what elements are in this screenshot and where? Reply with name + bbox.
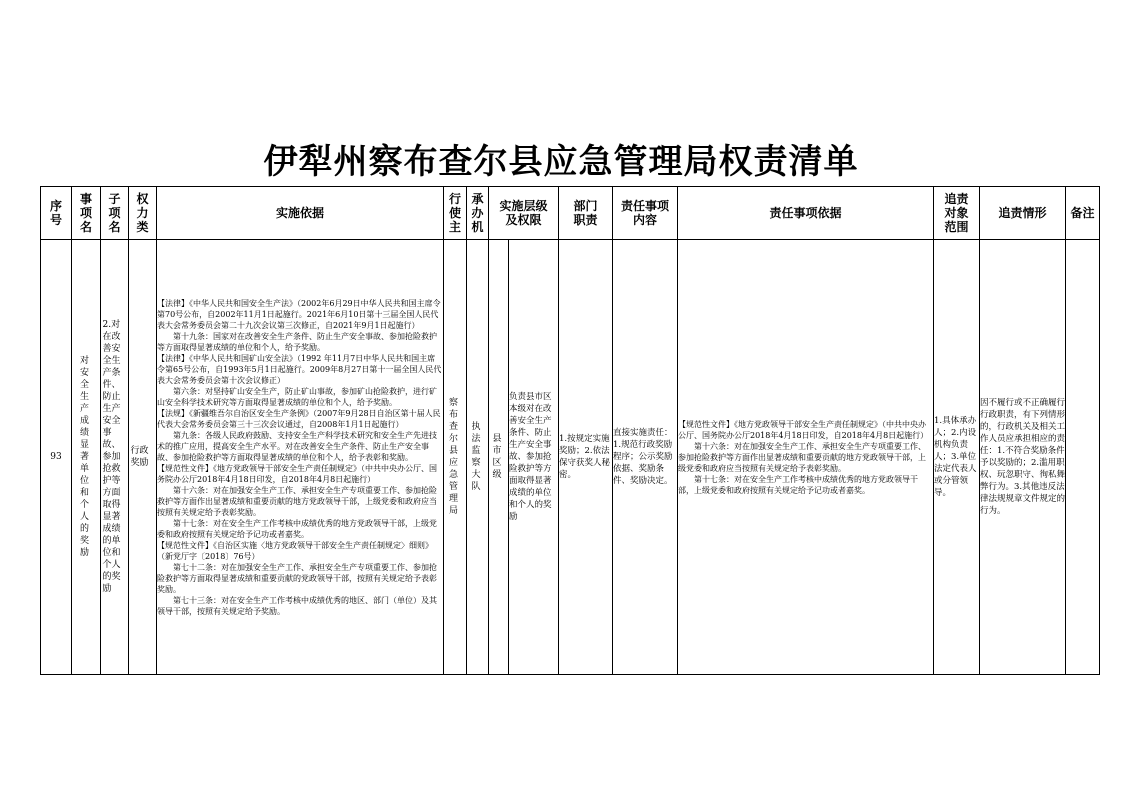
header-row <box>41 187 1100 240</box>
row-subject: 察布查尔县应急管理局 <box>444 240 467 675</box>
basis-para: 【法律】《中华人民共和国矿山安全法》（1992 年11月7日中华人民共和国主席令第65号公布，自1993年5月1日起施行。2009年8月27日第十一届全国人民代表大会常务委员会第十次会议修正） <box>157 353 442 385</box>
header-level: 实施层级及权限 <box>489 187 559 240</box>
basis-para: 【规范性文件】《自治区实施〈地方党政领导干部安全生产责任制规定〉细则》（新党厅字〔2018〕76号） <box>157 540 433 561</box>
row-level-code: 县市区级 <box>489 240 509 675</box>
header-power-type: 权力类 <box>129 187 157 240</box>
row-seq: 93 <box>41 240 72 675</box>
header-accountability-case: 追责情形 <box>980 187 1066 240</box>
basis-para: 【法律】《中华人民共和国安全生产法》（2002年6月29日中华人民共和国主席令第70号公布，自2002年11月1日起施行。2021年6月10日第十三届全国人民代表大会常务委员会第二十九次会议第三次修正，自2021年9月1日起施行） <box>157 298 441 330</box>
row-basis <box>157 240 444 675</box>
row-item-name: 对安全生产成绩显著单位和个人的奖励 <box>72 240 101 675</box>
basis-para: 第十九条：国家对在改善安全生产条件、防止生产安全事故、参加抢险救护等方面取得显著成绩的单位和个人，给予奖励。 <box>157 331 437 352</box>
header-accountability-scope: 追责对象范围 <box>934 187 980 240</box>
table-row <box>41 240 1100 675</box>
header-item-name: 事项名 <box>72 187 101 240</box>
basis-para: 第十七条：对在安全生产工作考核中成绩优秀的地方党政领导干部，上级党委和政府按照有关规定给予记功或者嘉奖。 <box>157 518 437 539</box>
row-accountability-scope: 1.具体承办人；2.内设机构负责人；3.单位法定代表人或分管领导。 <box>934 240 980 675</box>
header-remark: 备注 <box>1066 187 1100 240</box>
header-resp-content: 责任事项内容 <box>613 187 678 240</box>
row-power-type: 行政奖励 <box>129 240 157 675</box>
header-subject: 行使主 <box>444 187 467 240</box>
row-accountability-case: 因不履行或不正确履行行政职责，有下列情形的，行政机关及相关工作人员应承担相应的责任：1.不符合奖励条件予以奖励的；2.滥用职权、玩忽职守、徇私舞弊行为。3.其他违反法律法规规章文件规定的行为。 <box>980 240 1066 675</box>
basis-para: 第六条：对坚持矿山安全生产，防止矿山事故，参加矿山抢险救护，进行矿山安全科学技术研究等方面取得显著成绩的单位和个人，给予奖励。 <box>157 386 437 407</box>
header-seq: 序号 <box>41 187 72 240</box>
row-sub-item-name: 2.对在改善安全生产条件、防止生产安全事故、参加抢救护等方面取得显著成绩的单位和个人的奖励 <box>101 240 129 675</box>
header-sub-item-name: 子项名 <box>101 187 129 240</box>
basis-para: 第九条：各级人民政府鼓励、支持安全生产科学技术研究和安全生产先进技术的推广应用，提高安全生产水平。对在改善安全生产条件、防止生产安全事故、参加抢险救护等方面取得显著成绩的单位和个人，给予表彰和奖励。 <box>157 430 437 462</box>
basis-para: 【法规】《新疆维吾尔自治区安全生产条例》（2007年9月28日自治区第十届人民代表大会常务委员会第三十三次会议通过，自2008年1月1日起施行） <box>157 408 441 429</box>
basis-para: 第七十三条：对在安全生产工作考核中成绩优秀的地区、部门（单位）及其领导干部，按照有关规定给予奖励。 <box>157 595 437 616</box>
resp-basis-para: 第十六条：对在加强安全生产工作、承担安全生产专项重要工作、参加抢险救护等方面作出显著成绩和重要贡献的地方党政领导干部，上级党委和政府应当按照有关规定给予表彰奖励。 <box>678 441 926 473</box>
responsibility-table <box>40 186 1100 675</box>
header-organ: 承办机 <box>467 187 489 240</box>
header-basis: 实施依据 <box>157 187 444 240</box>
row-remark <box>1066 240 1100 675</box>
basis-para: 第七十二条：对在加强安全生产工作、承担安全生产专项重要工作、参加抢险救护等方面取得显著成绩和重要贡献的党政领导干部，按照有关规定给予表彰奖励。 <box>157 562 437 594</box>
basis-para: 【规范性文件】《地方党政领导干部安全生产责任制规定》（中共中央办公厅、国务院办公厅2018年4月18日印发，自2018年4月8日起施行） <box>157 463 437 484</box>
header-duty: 部门职责 <box>559 187 613 240</box>
row-resp-content: 直接实施责任：1.规范行政奖励程序；公示奖励依据、奖励条件、奖励决定。 <box>613 240 678 675</box>
row-level-desc: 负责县市区本级对在改善安全生产条件、防止生产安全事故、参加抢险救护等方面取得显著成绩的单位和个人的奖励 <box>509 240 559 675</box>
header-resp-basis: 责任事项依据 <box>678 187 934 240</box>
row-organ: 执法监察大队 <box>467 240 489 675</box>
resp-basis-para: 【规范性文件】《地方党政领导干部安全生产责任制规定》（中共中央办公厅、国务院办公厅2018年4月18日印发，自2018年4月8日起施行） <box>678 419 929 440</box>
row-duty: 1.按规定实施奖励；2.依法保守获奖人秘密。 <box>559 240 613 675</box>
resp-basis-para: 第十七条：对在安全生产工作考核中成绩优秀的地方党政领导干部，上级党委和政府按照有关规定给予记功或者嘉奖。 <box>678 474 918 495</box>
row-resp-basis <box>678 240 934 675</box>
page-title: 伊犁州察布查尔县应急管理局权责清单 <box>263 142 859 182</box>
basis-para: 第十六条：对在加强安全生产工作、承担安全生产专项重要工作、参加抢险救护等方面作出显著成绩和重要贡献的地方党政领导干部，上级党委和政府应当按照有关规定给予表彰奖励。 <box>157 485 437 517</box>
